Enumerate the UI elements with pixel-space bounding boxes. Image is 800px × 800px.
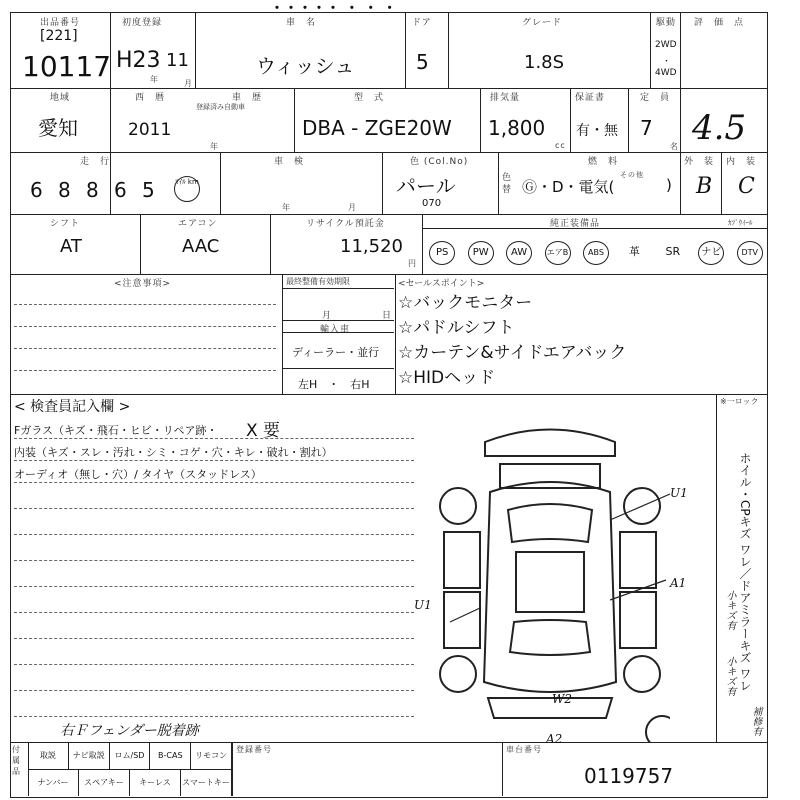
grade-label: グレード <box>522 18 563 28</box>
rear-window-shape <box>510 620 590 655</box>
model-type: DBA - ZGE20W <box>302 116 452 140</box>
accessory-cell: キーレス <box>130 769 181 796</box>
model-name-label: 車 名 <box>286 18 317 28</box>
body-shape <box>484 482 616 692</box>
recycle-label: リサイクル預託金 <box>306 219 385 229</box>
accessory-cell: スペアキー <box>79 769 130 796</box>
top-cut-text: ・・・・・ ・ ・ ・ <box>270 1 397 17</box>
displacement-label: 排気量 <box>490 93 521 103</box>
equipment-badge: SR <box>665 245 681 258</box>
drive-4wd: 4WD <box>655 68 677 78</box>
sales-point-3: ☆カーテン&サイドエアバック <box>398 343 627 363</box>
year-mark: 年 <box>210 142 219 151</box>
import-type: ディーラー・並行 <box>292 346 380 359</box>
doors-value: 5 <box>416 50 429 74</box>
equipment-badge: PW <box>468 241 494 265</box>
shift-label: シフト <box>50 219 81 229</box>
left-rear-door <box>444 592 480 648</box>
drive-dot: ・ <box>662 57 672 67</box>
equipment-item <box>734 240 766 265</box>
mileage-digit: 5 <box>142 178 155 202</box>
lot-label: 出品番号 <box>40 18 81 28</box>
equipment-badge: ナビ <box>698 241 724 265</box>
mileage-digit: 6 <box>30 178 43 202</box>
chassis-no-label: 車台番号 <box>506 745 542 754</box>
drive-2wd: 2WD <box>655 40 677 50</box>
equipment-item <box>503 240 535 265</box>
sales-point-2: ☆パドルシフト <box>398 318 515 338</box>
fglass-mark: X 要 <box>246 421 281 441</box>
accessory-cell: B-CAS <box>150 742 191 769</box>
color-value: パール <box>396 174 456 198</box>
inspector-line-fglass: Fガラス（キズ・飛石・ヒビ・リペア跡・ <box>14 424 218 437</box>
side-note-3: 補修有 <box>750 706 761 736</box>
fuel-value: Ⓖ・D・電気( <box>522 178 615 196</box>
equipment-item <box>426 240 458 265</box>
inspector-line-audio: オーディオ（無し・穴）/ タイヤ（スタッドレス） <box>14 468 262 481</box>
equipment-item <box>695 240 727 265</box>
month-mark: 月 <box>184 79 193 88</box>
color-swap-label: 色替 <box>502 173 513 195</box>
warranty-label: 保証書 <box>575 93 606 103</box>
yen-mark: 円 <box>408 259 417 268</box>
mileage-unit-circle: ﾏｲﾙ km <box>174 176 200 202</box>
lock-mark: ※一ロック <box>720 397 759 406</box>
right-rear-door <box>620 592 656 648</box>
front-bumper-shape <box>485 430 615 457</box>
first-reg-month: 11 <box>166 50 189 71</box>
steering-type: 左H ・ 右H <box>298 378 370 391</box>
doors-label: ドア <box>412 18 432 28</box>
grade-value: 1.8S <box>524 52 565 73</box>
accessory-cell: 取説 <box>28 742 69 769</box>
sales-point-1: ☆バックモニター <box>398 293 533 313</box>
color-code: 070 <box>422 198 442 209</box>
maint-month: 月 <box>322 311 333 321</box>
import-label: 輸入車 <box>320 325 351 335</box>
spare-wheel <box>646 716 670 742</box>
accessory-cell: スマートキー <box>181 769 232 796</box>
lot-number: 10117 <box>22 50 112 83</box>
capacity-value: 7 <box>640 116 653 140</box>
diagram-mark-4: W2 <box>552 692 572 706</box>
exterior-grade: B <box>696 174 713 199</box>
diagram-mark-5: A2 <box>546 732 563 746</box>
rating-value: 4.5 <box>692 108 747 148</box>
lot-bracket-no: [221] <box>40 28 78 44</box>
drive-label: 駆動 <box>656 18 677 28</box>
equipment-badge: 革 <box>628 245 640 258</box>
windshield-shape <box>508 504 592 542</box>
capacity-label: 定 員 <box>640 93 671 103</box>
equipment-badge: ABS <box>583 241 609 265</box>
type-label: 型 式 <box>354 93 385 103</box>
model-name: ウィッシュ <box>256 54 355 78</box>
keyless-label: ｶﾌﾞｳｲｰﾙ <box>728 219 753 227</box>
mileage-digit: 8 <box>58 178 71 202</box>
region-label: 地域 <box>50 93 71 103</box>
accessory-cell: ナンバー <box>28 769 79 796</box>
left-front-door <box>444 532 480 588</box>
equipment-badge: PS <box>429 241 455 265</box>
side-vertical-text: ホイル・CPキズ ワレ／ドアミラーキズ ワレ <box>738 452 752 692</box>
roof-shape <box>516 552 584 612</box>
first-reg-era-year: H23 <box>116 48 161 73</box>
mileage-label: 走 行 <box>80 157 111 167</box>
year-value: 2011 <box>128 120 172 140</box>
left-front-wheel <box>440 488 476 524</box>
accessories-label: 付属品 <box>12 745 20 776</box>
reg-no-label: 登録番号 <box>236 745 272 754</box>
diagram-mark-2: A1 <box>670 576 687 590</box>
handwritten-note: 右Ｆフェンダー脱着跡 <box>60 723 199 739</box>
equipment-item <box>580 240 612 265</box>
history-label: 車 歴 <box>232 93 263 103</box>
accessory-cell: リモコン <box>191 742 232 769</box>
equipment-item <box>541 240 573 265</box>
right-front-door <box>620 532 656 588</box>
diagram-mark-1: U1 <box>670 486 688 500</box>
inspection-label: 車 検 <box>274 157 305 167</box>
displacement-value: 1,800 <box>488 116 546 140</box>
maint-day: 日 <box>382 311 393 321</box>
exterior-label: 外 装 <box>684 157 715 167</box>
color-label: 色 (Col.No) <box>410 157 469 167</box>
mileage-digit: 8 <box>86 178 99 202</box>
equipment-row <box>422 230 768 274</box>
equipment-item <box>618 240 650 264</box>
persons-mark: 名 <box>670 142 679 151</box>
mileage-digit: 6 <box>114 178 127 202</box>
side-note-1: 小キズ有 <box>724 590 735 630</box>
rear-bumper-shape <box>488 698 612 718</box>
interior-grade: C <box>738 174 755 199</box>
rating-label: 評 価 点 <box>694 18 745 28</box>
auction-sheet <box>10 1 770 798</box>
sales-point-label: <セールスポイント> <box>398 279 485 289</box>
inspection-month: 月 <box>348 203 357 212</box>
side-note-2: 小キズ有 <box>724 656 735 696</box>
equipment-item <box>464 240 496 265</box>
shift-value: AT <box>60 236 82 257</box>
inspection-year: 年 <box>282 203 291 212</box>
equipment-badge: AW <box>506 241 532 265</box>
notes-label: <注意事項> <box>114 279 172 289</box>
era-mark: 年 <box>150 75 159 84</box>
accessory-cell: ナビ取説 <box>69 742 110 769</box>
maint-label: 最終整備有効期限 <box>286 277 350 286</box>
warranty-value: 有・無 <box>576 123 618 139</box>
inspector-line-interior: 内装（キズ・スレ・汚れ・シミ・コゲ・穴・キレ・破れ・割れ） <box>14 446 333 459</box>
equipment-badge: エアB <box>545 241 571 265</box>
first-reg-label: 初度登録 <box>122 18 163 28</box>
fuel-close: ) <box>666 176 672 194</box>
aircon-label: エアコン <box>178 219 218 229</box>
fuel-other-label: その他 <box>620 171 644 179</box>
year-label: 西 暦 <box>135 93 166 103</box>
diagram-mark-3: U1 <box>414 598 432 612</box>
aircon-value: AAC <box>182 236 220 257</box>
left-rear-wheel <box>440 656 476 692</box>
equipment-label: 純正装備品 <box>550 219 601 229</box>
history-sub: 登録済み自動車 <box>196 103 245 111</box>
inspector-notes-label: < 検査員記入欄 > <box>14 399 131 415</box>
right-rear-wheel <box>624 656 660 692</box>
car-diagram <box>430 412 670 742</box>
interior-label: 内 装 <box>726 157 757 167</box>
cc-mark: cc <box>555 141 566 150</box>
region-value: 愛知 <box>38 116 78 140</box>
chassis-number: 0119757 <box>584 764 674 788</box>
equipment-badge: DTV <box>737 241 763 265</box>
recycle-fee: 11,520 <box>340 236 403 257</box>
sales-point-4: ☆HIDヘッド <box>398 368 496 388</box>
equipment-item <box>657 240 689 264</box>
fuel-label: 燃 料 <box>588 157 619 167</box>
accessory-cell: ロム/SD <box>110 742 151 769</box>
accessory-grid <box>28 742 232 796</box>
